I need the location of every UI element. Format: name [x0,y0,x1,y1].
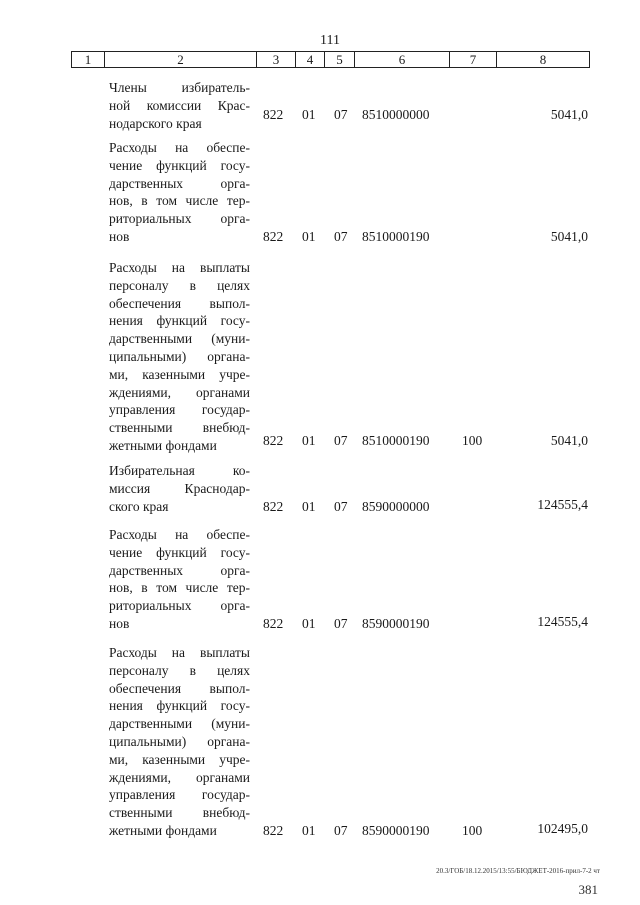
name-line: дарственных орга- [109,175,250,191]
col-header-1: 1 [72,52,105,67]
name-line: нения функций госу- [109,698,250,714]
row-name [109,462,250,515]
name-line: ми, казенными учре- [109,366,250,382]
name-line: Члены избиратель- [109,80,250,95]
column-header-row [71,51,590,68]
cell-rz: 01 [302,499,316,514]
cell-grbs: 822 [263,107,284,122]
cell-csr: 8590000190 [362,616,430,631]
name-line: Избирательная ко- [109,463,250,478]
cell-rz: 01 [302,433,316,448]
name-line: жетными фондами [109,822,217,838]
cell-rz: 01 [302,107,316,122]
name-line: нения функций госу- [109,313,250,329]
cell-grbs: 822 [263,616,284,631]
cell-csr: 8590000000 [362,499,430,514]
name-line: обеспечения выпол- [109,295,250,311]
page-number: 111 [320,33,340,48]
cell-pr: 07 [334,823,348,838]
cell-sum: 5041,0 [550,229,588,244]
cell-rz: 01 [302,616,316,631]
name-line: ципальными) органа- [109,733,250,749]
name-line: жетными фондами [109,437,217,453]
name-line: ждениями, органами [109,384,250,400]
name-line: риториальных орга- [109,598,250,614]
row-name [109,139,250,246]
cell-pr: 07 [334,499,348,514]
name-line: ждениями, органами [109,769,250,785]
name-line: чение функций госу- [109,544,250,560]
col-header-8: 8 [539,52,547,67]
col-header-6: 6 [355,52,450,67]
col-header-3: 3 [257,52,296,67]
col-header-2: 2 [105,52,257,67]
name-line: ственными внебюд- [109,805,250,821]
cell-pr: 07 [334,433,348,448]
name-line: Расходы на обеспе- [109,140,250,155]
name-line: чение функций госу- [109,157,250,173]
name-line: дарственными (муни- [109,716,250,732]
cell-csr: 8510000190 [362,433,430,448]
name-line: нов [109,228,130,244]
cell-pr: 07 [334,616,348,631]
footer-file-reference: 20.3/ГОБ/18.12.2015/13:55/БЮДЖЕТ-2016-прил-7-2 чт [436,867,600,875]
name-line: обеспечения выпол- [109,680,250,696]
cell-rz: 01 [302,229,316,244]
name-line: нодарского края [109,115,202,131]
cell-grbs: 822 [263,823,284,838]
name-line: ми, казенными учре- [109,751,250,767]
name-line: дарственных орга- [109,562,250,578]
name-line: Расходы на выплаты [109,260,250,275]
name-line: Расходы на выплаты [109,645,250,660]
col-header-7: 7 [450,52,497,67]
name-line: нов, в том числе тер- [109,193,250,209]
cell-pr: 07 [334,229,348,244]
name-line: Расходы на обеспе- [109,527,250,542]
cell-sum: 124555,4 [537,614,588,629]
name-line: управления государ- [109,402,250,418]
cell-grbs: 822 [263,433,284,448]
cell-vr: 100 [462,823,483,838]
name-line: персоналу в целях [109,277,250,293]
row-name [109,644,250,840]
cell-grbs: 822 [263,229,284,244]
cell-sum: 124555,4 [537,497,588,512]
name-line: нов, в том числе тер- [109,580,250,596]
col-header-5: 5 [325,52,355,67]
cell-vr: 100 [462,433,483,448]
cell-csr: 8510000000 [362,107,430,122]
name-line: ского края [109,498,169,514]
cell-sum: 102495,0 [537,821,588,836]
cell-csr: 8510000190 [362,229,430,244]
name-line: управления государ- [109,787,250,803]
cell-sum: 5041,0 [550,107,588,122]
cell-sum: 5041,0 [550,433,588,448]
name-line: дарственными (муни- [109,331,250,347]
name-line: риториальных орга- [109,211,250,227]
row-name [109,259,250,455]
col-header-4: 4 [296,52,325,67]
name-line: ной комиссии Крас- [109,97,250,113]
name-line: ственными внебюд- [109,420,250,436]
name-line: нов [109,615,130,631]
name-line: миссия Краснодар- [109,480,250,496]
name-line: персоналу в целях [109,662,250,678]
cell-pr: 07 [334,107,348,122]
row-name [109,79,250,132]
sheet-number: 381 [578,882,598,897]
row-name [109,526,250,633]
cell-rz: 01 [302,823,316,838]
name-line: ципальными) органа- [109,348,250,364]
cell-csr: 8590000190 [362,823,430,838]
cell-grbs: 822 [263,499,284,514]
